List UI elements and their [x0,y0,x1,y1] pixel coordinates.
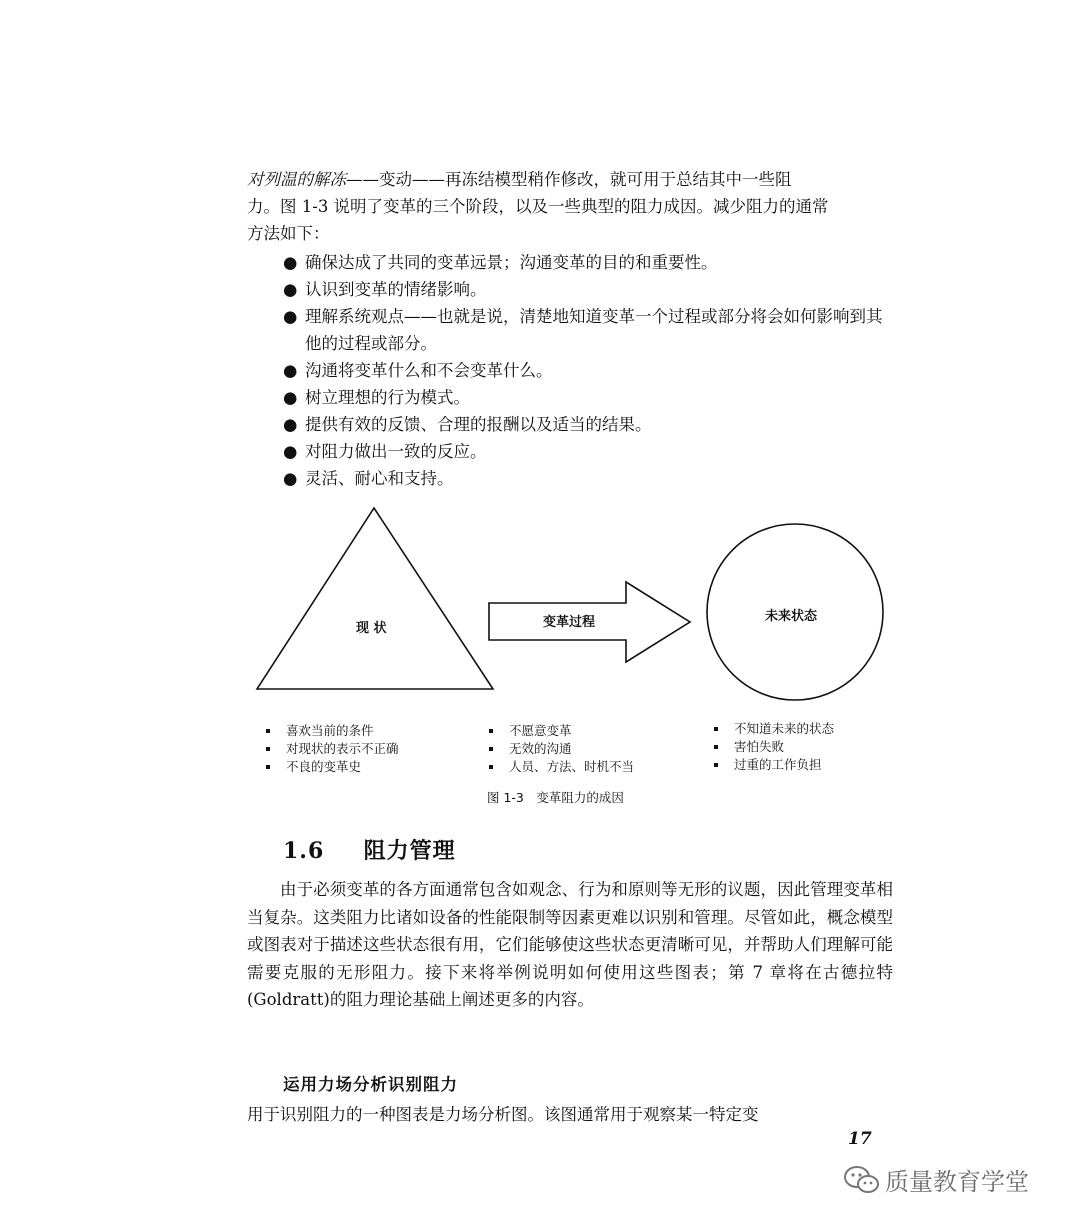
figure-caption: 图 1-3 变革阻力的成因 [487,790,624,805]
list-item: 无效的沟通 [487,740,634,758]
triangle-shape [257,508,493,689]
bullet-icon: ● [283,388,298,407]
wechat-icon [843,1164,881,1196]
square-bullet-icon [266,765,270,769]
watermark-text: 质量教育学堂 [885,1168,1029,1196]
bullet-icon: ● [283,361,298,380]
list-item: 喜欢当前的条件 [264,722,399,740]
list-item: 人员、方法、时机不当 [487,758,634,776]
square-bullet-icon [714,745,718,749]
list-item: ● 理解系统观点——也就是说，清楚地知道变革一个过程或部分将会如何影响到其他的过程或部分。 [283,303,895,357]
square-bullet-icon [489,765,493,769]
list-item: ● 灵活、耐心和支持。 [283,465,895,492]
section-heading [283,834,456,865]
subsection-line: 用于识别阻力的一种图表是力场分析图。该图通常用于观察某一特定变 [247,1105,759,1124]
list-item: 过重的工作负担 [712,756,834,774]
bullet-icon: ● [283,469,298,488]
intro-line-2: 力。图 1-3 说明了变革的三个阶段，以及一些典型的阻力成因。减少阻力的通常 [247,197,829,216]
list-item: 对现状的表示不正确 [264,740,399,758]
square-bullet-icon [266,747,270,751]
bullet-icon: ● [283,307,298,326]
subsection-title: 运用力场分析识别阻力 [283,1075,458,1094]
list-item: ● 认识到变革的情绪影响。 [283,276,895,303]
square-bullet-icon [489,747,493,751]
arrow-label: 变革过程 [543,615,596,630]
list-item: ● 提供有效的反馈、合理的报酬以及适当的结果。 [283,411,895,438]
list-item: ● 确保达成了共同的变革远景；沟通变革的目的和重要性。 [283,249,895,276]
list-item: ● 对阻力做出一致的反应。 [283,438,895,465]
bullet-icon: ● [283,442,298,461]
intro-italic-lead: 对列温的解冻 [247,170,346,189]
section-paragraph: 由于必须变革的各方面通常包含如观念、行为和原则等无形的议题，因此管理变革相当复杂。这类阻力比诸如设备的性能限制等因素更难以识别和管理。尽管如此，概念模型或图表对于描述这些状态很有用，它们能够使这些状态更清晰可见，并帮助人们理解可能需要克服的无形阻力。接下来将举例说明如何使用这些图表；第 7 章将在古德拉特(Goldratt)的阻力理论基础上阐述更多的内容。 [247,880,893,1009]
square-bullet-icon [714,763,718,767]
triangle-label: 现 状 [356,621,387,636]
square-bullet-icon [714,727,718,731]
list-item: 不良的变革史 [264,758,399,776]
list-item: ● 沟通将变革什么和不会变革什么。 [283,357,895,384]
list-item: 不愿意变革 [487,722,634,740]
section-title: 阻力管理 [363,838,456,864]
list-item: 害怕失败 [712,738,834,756]
left-cause-list [264,722,399,776]
bullet-icon: ● [283,253,298,272]
circle-label: 未来状态 [765,609,818,624]
right-cause-list [712,720,834,774]
middle-cause-list [487,722,634,776]
square-bullet-icon [489,729,493,733]
list-item: 不知道未来的状态 [712,720,834,738]
bullet-icon: ● [283,415,298,434]
watermark [843,1162,1029,1197]
intro-line-1-rest: ——变动——再冻结模型稍作修改，就可用于总结其中一些阻 [346,170,792,189]
list-item: ● 树立理想的行为模式。 [283,384,895,411]
square-bullet-icon [266,729,270,733]
section-number: 1.6 [283,838,325,864]
intro-line-3: 方法如下： [247,224,330,243]
page-number: 17 [848,1129,872,1149]
bullet-icon: ● [283,280,298,299]
